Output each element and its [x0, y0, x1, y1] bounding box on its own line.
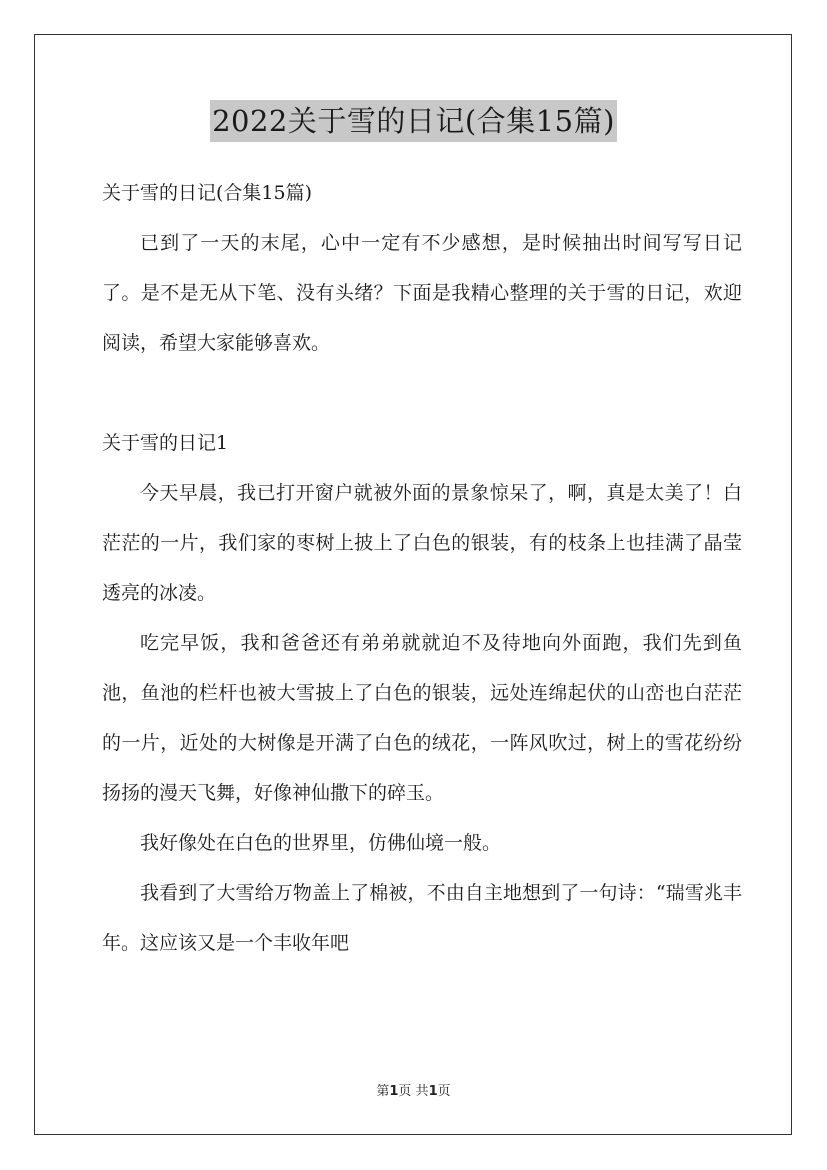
page-footer: [0, 1082, 827, 1102]
footer-page-total: 1: [428, 1084, 438, 1099]
body-paragraph-1: 今天早晨，我已打开窗户就被外面的景象惊呆了，啊，真是太美了！白茫茫的一片，我们家的枣树上披上了白色的银装，有的枝条上也挂满了晶莹透亮的冰凌。: [102, 482, 742, 604]
document-title: 2022关于雪的日记(合集15篇): [210, 100, 617, 142]
section-heading: 关于雪的日记1: [102, 432, 229, 454]
document-body: [102, 168, 742, 968]
section-spacer: [102, 368, 742, 418]
footer-prefix: 第: [376, 1084, 390, 1099]
intro-paragraph: 已到了一天的末尾，心中一定有不少感想，是时候抽出时间写写日记了。是不是无从下笔、没有头绪？下面是我精心整理的关于雪的日记，欢迎阅读，希望大家能够喜欢。: [102, 232, 742, 354]
body-paragraph-4: 我看到了大雪给万物盖上了棉被，不由自主地想到了一句诗：“瑞雪兆丰年。这应该又是一个丰收年吧: [102, 882, 742, 954]
footer-mid: 页 共: [398, 1084, 429, 1099]
footer-suffix: 页: [437, 1084, 451, 1099]
document-title-block: [0, 100, 827, 142]
footer-page-current: 1: [389, 1084, 399, 1099]
body-paragraph-2: 吃完早饭，我和爸爸还有弟弟就就迫不及待地向外面跑，我们先到鱼池，鱼池的栏杆也被大雪披上了白色的银装，远处连绵起伏的山峦也白茫茫的一片，近处的大树像是开满了白色的绒花，一阵风吹过，树上的雪花纷纷扬扬的漫天飞舞，好像神仙撒下的碎玉。: [102, 632, 742, 804]
body-paragraph-3: 我好像处在白色的世界里，仿佛仙境一般。: [140, 832, 502, 854]
document-subtitle: 关于雪的日记(合集15篇): [102, 182, 313, 204]
